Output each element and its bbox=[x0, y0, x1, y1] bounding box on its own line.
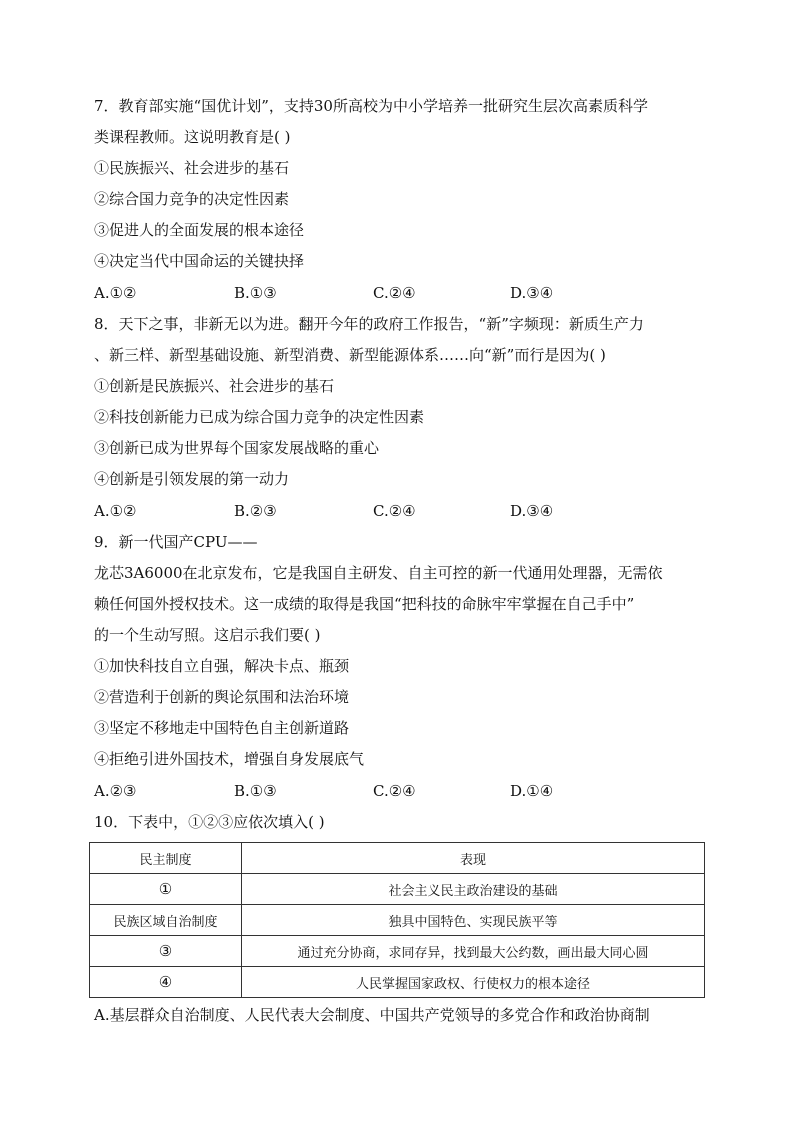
q9-item-3: ③坚定不移地走中国特色自主创新道路 bbox=[94, 719, 350, 737]
q9-stem-line2: 龙芯3A6000在北京发布，它是我国自主研发、自主可控的新一代通用处理器，无需依 bbox=[94, 564, 663, 582]
q7-item-4: ④决定当代中国命运的关键抉择 bbox=[94, 252, 305, 270]
q8-options bbox=[94, 500, 694, 522]
q9-option-b: B.①③ bbox=[234, 782, 277, 800]
table-cell-performance: 社会主义民主政治建设的基础 bbox=[242, 874, 705, 905]
q8-item-4: ④创新是引领发展的第一动力 bbox=[94, 470, 290, 488]
table-row bbox=[90, 967, 705, 998]
q7-stem-line2: 类课程教师。这说明教育是( ) bbox=[94, 128, 291, 146]
q8-option-d: D.③④ bbox=[510, 502, 554, 520]
q7-item-2: ②综合国力竞争的决定性因素 bbox=[94, 190, 290, 208]
q8-option-c: C.②④ bbox=[373, 502, 416, 520]
table-row bbox=[90, 874, 705, 905]
table-cell-system: 民族区域自治制度 bbox=[90, 905, 242, 936]
q8-stem-line2: 、新三样、新型基础设施、新型消费、新型能源体系……向“新”而行是因为( ) bbox=[94, 346, 606, 364]
q9-stem-line4: 的一个生动写照。这启示我们要( ) bbox=[94, 626, 321, 644]
table-cell-system: ③ bbox=[90, 936, 242, 967]
table-row bbox=[90, 936, 705, 967]
q7-option-b: B.①③ bbox=[234, 284, 277, 302]
q8-item-3: ③创新已成为世界每个国家发展战略的重心 bbox=[94, 439, 380, 457]
table-cell-performance: 通过充分协商，求同存异，找到最大公约数，画出最大同心圆 bbox=[242, 936, 705, 967]
q7-item-3: ③促进人的全面发展的根本途径 bbox=[94, 221, 305, 239]
q9-item-4: ④拒绝引进外国技术，增强自身发展底气 bbox=[94, 750, 365, 768]
table-cell-performance: 人民掌握国家政权、行使权力的根本途径 bbox=[242, 967, 705, 998]
q10-option-a: A.基层群众自治制度、人民代表大会制度、中国共产党领导的多党合作和政治协商制 bbox=[94, 1006, 650, 1024]
q8-item-1: ①创新是民族振兴、社会进步的基石 bbox=[94, 377, 335, 395]
q8-option-a: A.①② bbox=[94, 502, 137, 520]
table-row bbox=[90, 905, 705, 936]
q9-item-2: ②营造利于创新的舆论氛围和法治环境 bbox=[94, 688, 350, 706]
q9-option-d: D.①④ bbox=[510, 782, 554, 800]
q9-item-1: ①加快科技自立自强，解决卡点、瓶颈 bbox=[94, 657, 350, 675]
q10-stem: 10．下表中，①②③应依次填入( ) bbox=[94, 813, 325, 831]
q7-option-d: D.③④ bbox=[510, 284, 554, 302]
table-cell-system: ④ bbox=[90, 967, 242, 998]
q9-options bbox=[94, 780, 694, 802]
q7-options bbox=[94, 282, 694, 304]
q9-stem-line1: 9．新一代国产CPU—— bbox=[94, 533, 258, 551]
q7-option-c: C.②④ bbox=[373, 284, 416, 302]
q9-option-a: A.②③ bbox=[94, 782, 137, 800]
table-cell-performance: 独具中国特色、实现民族平等 bbox=[242, 905, 705, 936]
q9-option-c: C.②④ bbox=[373, 782, 416, 800]
q8-stem-line1: 8．天下之事，非新无以为进。翻开今年的政府工作报告，“新”字频现：新质生产力 bbox=[94, 315, 644, 333]
table-header-row bbox=[90, 843, 705, 874]
q8-item-2: ②科技创新能力已成为综合国力竞争的决定性因素 bbox=[94, 408, 425, 426]
q7-item-1: ①民族振兴、社会进步的基石 bbox=[94, 159, 290, 177]
q7-option-a: A.①② bbox=[94, 284, 137, 302]
table-header-performance: 表现 bbox=[242, 843, 705, 874]
q8-option-b: B.②③ bbox=[234, 502, 277, 520]
q9-stem-line3: 赖任何国外授权技术。这一成绩的取得是我国“把科技的命脉牢牢掌握在自己手中” bbox=[94, 595, 635, 613]
table-cell-system: ① bbox=[90, 874, 242, 905]
q7-stem-line1: 7．教育部实施“国优计划”，支持30所高校为中小学培养一批研究生层次高素质科学 bbox=[94, 97, 648, 115]
table-header-system: 民主制度 bbox=[90, 843, 242, 874]
democracy-system-table bbox=[89, 842, 705, 998]
